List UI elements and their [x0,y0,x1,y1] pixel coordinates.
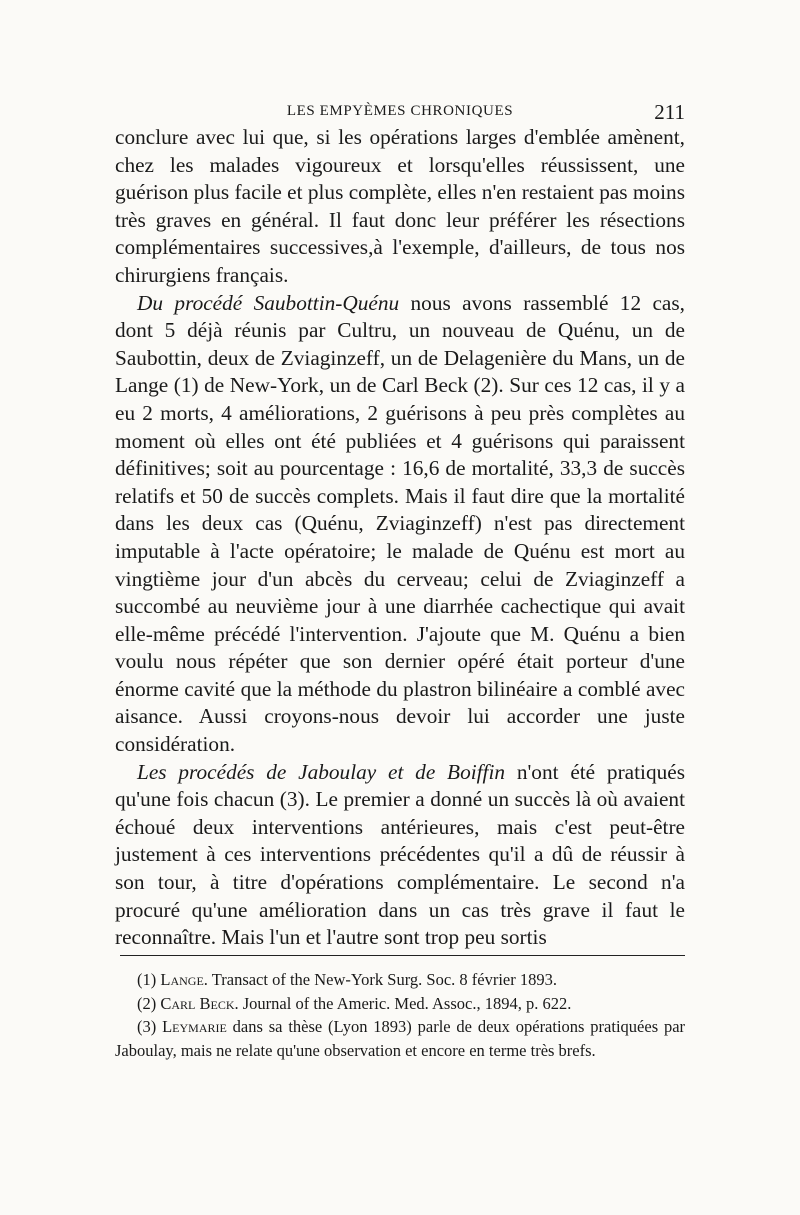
footnote-1-author: Lange. [160,970,208,989]
footnote-1 [115,968,685,992]
footnote-2-text: Journal of the Americ. Med. Assoc., 1894, p. 622. [238,993,572,1013]
running-title: LES EMPYÈMES CHRONIQUES [286,103,514,119]
footnote-3-author: Leymarie [162,1017,227,1037]
footnote-3-mark: (3) [137,1017,157,1037]
footnote-3-text: dans sa thèse (Lyon 1893) parle de deux opérations pratiquées par Jaboulay, mais ne relate qu'une observation et encore en terme très brefs. [115,1017,686,1060]
footnote-2-author: Carl Beck. [160,993,239,1013]
paragraph-3-body: n'ont été pratiqués qu'une fois chacun (3). Le premier a donné un succès là où avaient échoué deux interventions antérieures, mais c'est peut-être justement à ces interventions précédentes qu'il a dû de réussir à son tour, à titre d'opérations complémentaire. Le second n'a procuré qu'une amélioration dans un cas très grave il faut le reconnaître. Mais l'un et l'autre sont trop peu sortis [115,759,685,950]
paragraph-1: conclure avec lui que, si les opérations larges d'emblée amènent, chez les malades vigoureux et lorsqu'elles réussissent, une guérison plus facile et plus complète, elles n'en restaient pas moins très graves en général. Il faut donc leur préférer les résections complémentaires successives,à l'exemple, d'ailleurs, de tous nos chirurgiens français. [115,125,685,287]
paragraph-2-body: nous avons rassemblé 12 cas, dont 5 déjà réunis par Cultru, un nouveau de Quénu, un de Saubottin, deux de Zviaginzeff, un de Delagenière du Mans, un de Lange (1) de New-York, un de Carl Beck (2). Sur ces 12 cas, il y a eu 2 morts, 4 améliorations, 2 guérisons à peu près complètes au moment où elles ont été publiées et 4 guérisons qui paraissent définitives; soit au pourcentage : 16,6 de mortalité, 33,3 de succès relatifs et 50 de succès complets. Mais il faut dire que la mortalité dans les deux cas (Quénu, Zviaginzeff) n'est pas directement imputable à l'acte opératoire; le malade de Quénu est mort au vingtième jour d'un abcès du cerveau; celui de Zviaginzeff a succombé au neuvième jour à une diarrhée cachectique qui avait elle-même précédé l'intervention. J'ajoute que M. Quénu a bien voulu nous répéter que son dernier opéré était porteur d'une énorme cavité que la méthode du plastron bilinéaire a comblé avec aisance. Aussi croyons-nous devoir lui accorder une juste considération. [115,290,685,757]
footnote-3 [115,1015,685,1062]
footnote-divider [120,955,685,956]
paragraph-3 [115,759,685,952]
footnotes [115,968,685,1062]
footnote-1-mark: (1) [137,970,157,989]
running-head [115,100,685,124]
footnote-2 [115,992,685,1016]
footnote-2-mark: (2) [137,993,157,1013]
paragraph-2 [115,290,685,759]
footnote-1-text: Transact of the New-York Surg. Soc. 8 février 1893. [207,970,557,989]
paragraph-2-lead: Du procédé Saubottin-Quénu [137,290,400,315]
page-number: 211 [654,100,685,124]
main-text [115,124,685,952]
paragraph-3-lead: Les procédés de Jaboulay et de Boiffin [137,759,506,784]
